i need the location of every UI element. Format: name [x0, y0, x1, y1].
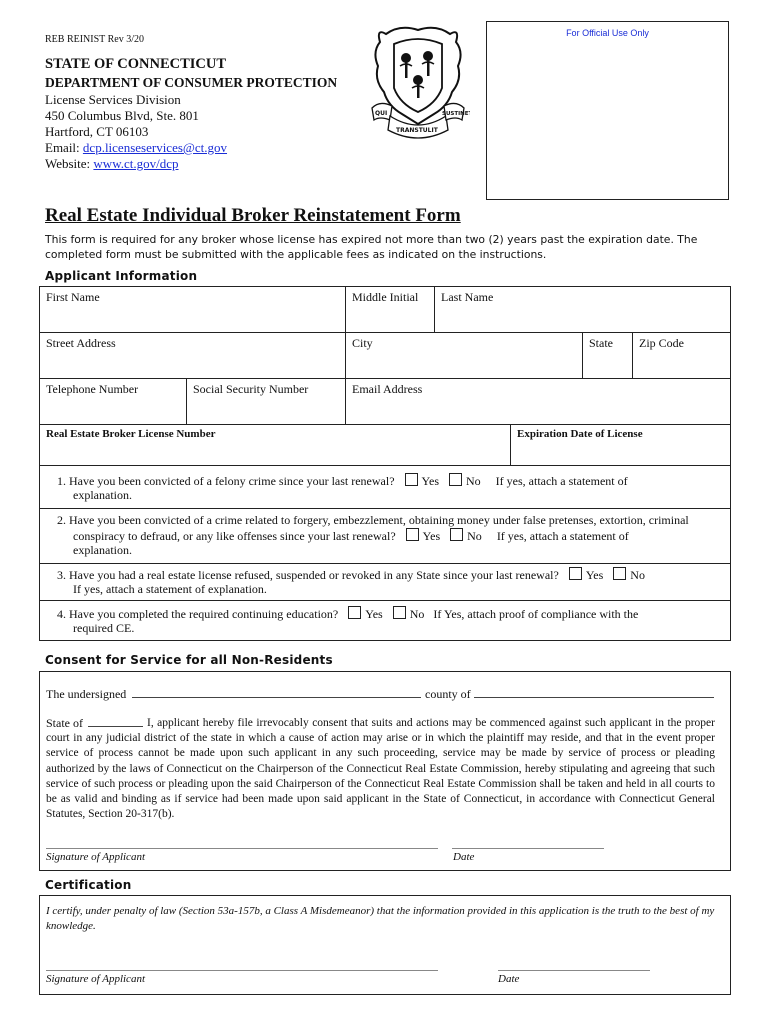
- question-4: [57, 606, 638, 622]
- seal-motto-mid: TRANSTULIT: [396, 127, 438, 134]
- no-label: No: [630, 568, 645, 582]
- yes-label: Yes: [421, 474, 439, 488]
- certification-body: I certify, under penalty of law (Section 53a-157b, a Class A Misdemeanor) that the information provided in this application is the truth to the best of my knowledge.: [46, 905, 715, 933]
- yes-label: Yes: [422, 529, 441, 543]
- division-name: License Services Division: [45, 92, 181, 107]
- question-2-text: 2. Have you been convicted of a crime related to forgery, embezzlement, obtaining money under false pretenses, extortion, criminal: [57, 513, 689, 527]
- zip-code-field[interactable]: Zip Code: [632, 332, 731, 379]
- q2-no-checkbox[interactable]: [450, 528, 463, 541]
- undersigned-label: The undersigned: [46, 687, 127, 701]
- no-label: No: [467, 529, 482, 543]
- question-3-line2: If yes, attach a statement of explanation.: [73, 582, 267, 596]
- question-4-line2: required CE.: [73, 621, 135, 635]
- county-label: county of: [425, 687, 471, 701]
- question-2-line3: explanation.: [73, 543, 132, 557]
- street-address: 450 Columbus Blvd, Ste. 801: [45, 108, 199, 123]
- question-2-tail: If yes, attach a statement of: [496, 529, 629, 543]
- last-name-field[interactable]: Last Name: [434, 286, 731, 333]
- middle-initial-field[interactable]: Middle Initial: [345, 286, 435, 333]
- question-divider: [39, 563, 731, 564]
- undersigned-input[interactable]: [132, 697, 421, 698]
- cert-signature-line[interactable]: [46, 970, 438, 971]
- question-4-text: 4. Have you completed the required continuing education?: [57, 607, 339, 621]
- seal-motto-right: SUSTINET: [442, 111, 470, 117]
- cert-date-label: Date: [498, 973, 520, 985]
- ssn-field[interactable]: Social Security Number: [186, 378, 346, 425]
- question-2-line2: [73, 528, 629, 544]
- website-line: [45, 156, 179, 172]
- email-address-field[interactable]: Email Address: [345, 378, 731, 425]
- state-of-label: State of: [46, 716, 83, 730]
- question-3-text: 3. Have you had a real estate license refused, suspended or revoked in any State since your last renewal?: [57, 568, 559, 582]
- question-1: [57, 473, 628, 489]
- website-link[interactable]: www.ct.gov/dcp: [93, 156, 179, 171]
- question-4-tail: If Yes, attach proof of compliance with the: [433, 607, 639, 621]
- yes-label: Yes: [585, 568, 604, 582]
- official-use-label: For Official Use Only: [566, 28, 649, 38]
- department-name: DEPARTMENT OF CONSUMER PROTECTION: [45, 75, 338, 90]
- question-divider: [39, 508, 731, 509]
- official-use-box: [486, 21, 729, 200]
- question-1-text: 1. Have you been convicted of a felony crime since your last renewal?: [57, 474, 395, 488]
- q1-no-checkbox[interactable]: [449, 473, 462, 486]
- certification-heading: Certification: [45, 878, 132, 892]
- city-address: Hartford, CT 06103: [45, 124, 149, 139]
- consent-signature-line[interactable]: [46, 848, 438, 849]
- first-name-field[interactable]: First Name: [39, 286, 346, 333]
- email-label: Email:: [45, 140, 83, 155]
- q3-no-checkbox[interactable]: [613, 567, 626, 580]
- form-title: Real Estate Individual Broker Reinstatement Form: [45, 205, 461, 226]
- state-field[interactable]: State: [582, 332, 633, 379]
- consent-heading: Consent for Service for all Non-Residents: [45, 653, 333, 667]
- q4-no-checkbox[interactable]: [393, 606, 406, 619]
- consent-body: I, applicant hereby file irrevocably consent that suits and actions may be commenced against such applicant in the proper court in any judicial district of the state in which a cause of action may arise or in which the plaintiff may reside, and that in the event proper service of process cannot be made upon such applicant in any such proceeding, service may be made by service of process or pleading authorized by the laws of Connecticut on the Chairperson of the Connecticut Real Estate Commission, hereby stipulating and agreeing that such service of such process or pleading upon the said Chairperson of the Connecticut Real Estate Commission shall be taken and held in all courts to be as valid and binding as if service had been made upon said applicant in the State of Connecticut, in accordance with Connecticut General Statutes, Section 20-317(b).: [46, 717, 715, 821]
- consent-date-label: Date: [453, 851, 475, 863]
- city-field[interactable]: City: [345, 332, 583, 379]
- email-link[interactable]: dcp.licenseservices@ct.gov: [82, 140, 228, 155]
- question-2-text-b: conspiracy to defraud, or any like offenses since your last renewal?: [73, 529, 396, 543]
- question-3: [57, 567, 645, 583]
- expiration-date-field[interactable]: Expiration Date of License: [510, 424, 731, 466]
- form-code: REB REINIST Rev 3/20: [45, 34, 144, 45]
- q4-yes-checkbox[interactable]: [348, 606, 361, 619]
- email-line: [45, 140, 227, 156]
- website-label: Website:: [45, 156, 94, 171]
- county-input[interactable]: [474, 697, 714, 698]
- yes-label: Yes: [365, 607, 383, 621]
- no-label: No: [466, 474, 481, 488]
- seal-motto-left: QUI: [375, 110, 388, 117]
- no-label: No: [409, 607, 425, 621]
- cert-date-line[interactable]: [498, 970, 650, 971]
- form-intro: This form is required for any broker whose license has expired not more than two (2) years past the expiration date. The completed form must be submitted with the applicable fees as indicated on the instructions.: [45, 233, 698, 261]
- consent-date-line[interactable]: [452, 848, 604, 849]
- state-name: STATE OF CONNECTICUT: [45, 56, 227, 72]
- telephone-field[interactable]: Telephone Number: [39, 378, 187, 425]
- cert-signature-label: Signature of Applicant: [46, 973, 145, 985]
- street-address-field[interactable]: Street Address: [39, 332, 346, 379]
- question-1-tail: If yes, attach a statement of: [495, 474, 628, 488]
- q2-yes-checkbox[interactable]: [406, 528, 419, 541]
- question-1-line2: explanation.: [73, 488, 132, 502]
- q3-yes-checkbox[interactable]: [569, 567, 582, 580]
- applicant-heading: Applicant Information: [45, 269, 198, 283]
- state-seal-icon: [366, 22, 470, 142]
- question-divider: [39, 600, 731, 601]
- license-number-field[interactable]: Real Estate Broker License Number: [39, 424, 511, 466]
- q1-yes-checkbox[interactable]: [405, 473, 418, 486]
- consent-signature-label: Signature of Applicant: [46, 851, 145, 863]
